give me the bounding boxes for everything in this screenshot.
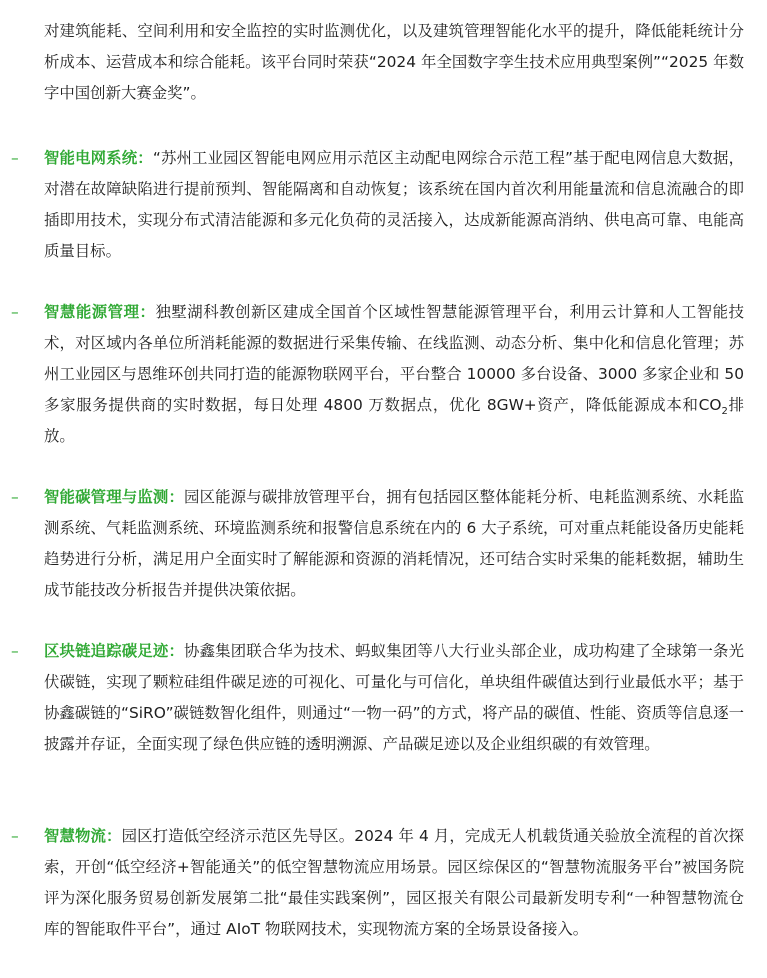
list-item-text	[44, 821, 744, 945]
list-bullet: –	[11, 149, 19, 167]
item-label: 智慧能源管理：	[44, 303, 156, 321]
item-body: 园区打造低空经济示范区先导区。2024 年 4 月，完成无人机载货通关验放全流程的首次探索，开创“低空经济+智能通关”的低空智慧物流应用场景。园区综保区的“智慧物流服务平台”被国务院评为深化服务贸易创新发展第二批“最佳实践案例”，园区报关有限公司最新发明专利“一种智慧物流仓库的智能取件平台”，通过 AIoT 物联网技术，实现物流方案的全场景设备接入。	[44, 827, 744, 938]
list-bullet: –	[11, 642, 19, 660]
co2-formula: $CO_2$	[698, 396, 728, 418]
item-body-tail: 排放。	[44, 396, 744, 445]
intro-paragraph: 对建筑能耗、空间利用和安全监控的实时监测优化，以及建筑管理智能化水平的提升，降低能耗统计分析成本、运营成本和综合能耗。该平台同时荣获“2024 年全国数字孪生技术应用典型案例”“2025 年数字中国创新大赛金奖”。	[44, 22, 744, 102]
item-label: 智慧物流：	[44, 827, 122, 845]
item-label: 区块链追踪碳足迹：	[44, 642, 185, 660]
list-item-text	[44, 636, 744, 760]
list-item-text	[44, 482, 744, 606]
item-body: 协鑫集团联合华为技术、蚂蚁集团等八大行业头部企业，成功构建了全球第一条光伏碳链，实现了颗粒硅组件碳足迹的可视化、可量化与可信化，单块组件碳值达到行业最低水平；基于协鑫碳链的“SiRO”碳链数智化组件，则通过“一物一码”的方式，将产品的碳值、性能、资质等信息逐一披露并存证，全面实现了绿色供应链的透明溯源、产品碳足迹以及企业组织碳的有效管理。	[44, 642, 744, 753]
item-body: “苏州工业园区智能电网应用示范区主动配电网综合示范工程”基于配电网信息大数据，对潜在故障缺陷进行提前预判、智能隔离和自动恢复；该系统在国内首次利用能量流和信息流融合的即插即用技术，实现分布式清洁能源和多元化负荷的灵活接入，达成新能源高消纳、供电高可靠、电能高质量目标。	[44, 149, 744, 260]
list-bullet: –	[11, 488, 19, 506]
list-item-text	[44, 143, 744, 267]
item-label: 智能碳管理与监测：	[44, 488, 185, 506]
list-bullet: –	[11, 303, 19, 321]
item-label: 智能电网系统：	[44, 149, 153, 167]
list-bullet: –	[11, 827, 19, 845]
item-body: 独墅湖科教创新区建成全国首个区域性智慧能源管理平台，利用云计算和人工智能技术，对区域内各单位所消耗能源的数据进行采集传输、在线监测、动态分析、集中化和信息化管理；苏州工业园区与恩维环创共同打造的能源物联网平台，平台整合 10000 多台设备、3000 多家企业和 50 多家服务提供商的实时数据，每日处理 4800 万数据点，优化 8GW+资产，降低能源成本和	[44, 303, 744, 414]
list-item-text	[44, 297, 744, 452]
item-body: 园区能源与碳排放管理平台，拥有包括园区整体能耗分析、电耗监测系统、水耗监测系统、气耗监测系统、环境监测系统和报警信息系统在内的 6 大子系统，可对重点耗能设备历史能耗趋势进行分析，满足用户全面实时了解能源和资源的消耗情况，还可结合实时采集的能耗数据，辅助生成节能技改分析报告并提供决策依据。	[44, 488, 744, 599]
